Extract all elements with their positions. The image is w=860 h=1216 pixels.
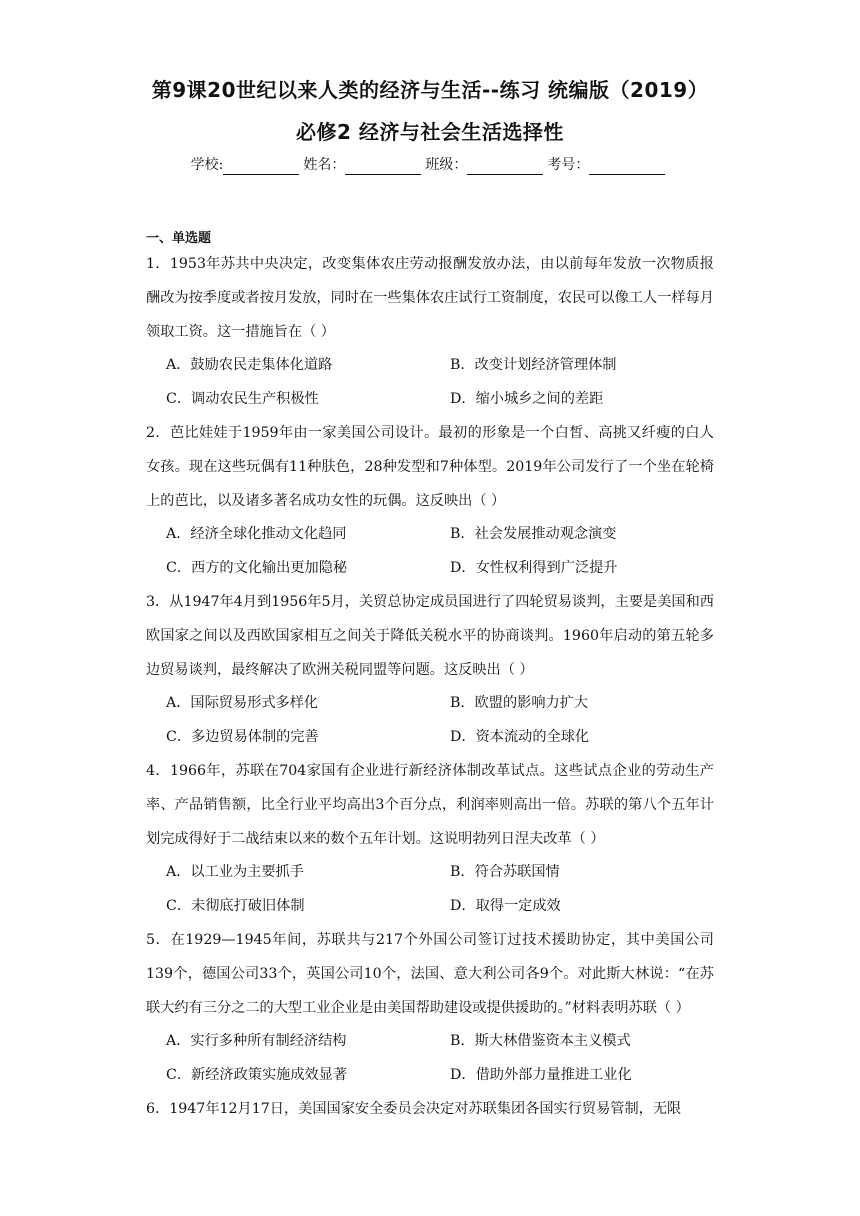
question-stem: 6．1947年12月17日，美国国家安全委员会决定对苏联集团各国实行贸易管制，无限 <box>146 1100 682 1117</box>
exam-number-blank <box>589 159 665 175</box>
question <box>146 924 714 1093</box>
option-b: B．斯大林借鉴资本主义模式 <box>450 1033 631 1050</box>
option-d: D．女性权利得到广泛提升 <box>450 560 618 577</box>
option-d: D．取得一定成效 <box>450 898 561 915</box>
question-stem: 3．从1947年4月到1956年5月，关贸总协定成员国进行了四轮贸易谈判，主要是美国和西欧国家之间以及西欧国家相互之间关于降低关税水平的协商谈判。1960年启动的第五轮多边贸易谈判，最终解决了欧洲关税同盟等问题。这反映出（ ） <box>146 593 714 678</box>
option-c: C．调动农民生产积极性 <box>166 391 319 408</box>
option-row <box>146 383 714 417</box>
option-b: B．改变计划经济管理体制 <box>450 357 617 374</box>
option-b: B．符合苏联国情 <box>450 864 560 881</box>
option-row <box>146 1025 714 1059</box>
option-d: D．缩小城乡之间的差距 <box>450 391 604 408</box>
question-stem: 5．在1929—1945年间，苏联共与217个外国公司签订过技术援助协定，其中美国公司139个，德国公司33个，英国公司10个，法国、意大利公司各9个。对此斯大林说：“在苏联大约有三分之二的大型工业企业是由美国帮助建设或提供援助的。”材料表明苏联（ ） <box>146 931 714 1016</box>
name-label: 姓名： <box>303 157 346 173</box>
option-row <box>146 687 714 721</box>
option-row <box>146 856 714 890</box>
question-stem: 2．芭比娃娃于1959年由一家美国公司设计。最初的形象是一个白皙、高挑又纤瘦的白人女孩。现在这些玩偶有11种肤色，28种发型和7种体型。2019年公司发行了一个坐在轮椅上的芭比，以及诸多著名成功女性的玩偶。这反映出（ ） <box>146 424 714 509</box>
option-row <box>146 349 714 383</box>
option-row <box>146 890 714 924</box>
question <box>146 755 714 924</box>
name-blank <box>345 159 421 175</box>
question <box>146 248 714 417</box>
option-c: C．新经济政策实施成效显著 <box>166 1067 348 1084</box>
option-a: A．实行多种所有制经济结构 <box>166 1033 347 1050</box>
option-b: B．欧盟的影响力扩大 <box>450 695 589 712</box>
option-c: C．多边贸易体制的完善 <box>166 729 319 746</box>
title-line-1: 第9课20世纪以来人类的经济与生活--练习 统编版（2019） <box>151 78 709 102</box>
option-d: D．资本流动的全球化 <box>450 729 590 746</box>
option-row <box>146 518 714 552</box>
option-c: C．西方的文化输出更加隐秘 <box>166 560 348 577</box>
exam-number-label: 考号： <box>547 157 590 173</box>
option-a: A．国际贸易形式多样化 <box>166 695 319 712</box>
question <box>146 1093 714 1127</box>
school-blank <box>223 159 299 175</box>
option-a: A．经济全球化推动文化趋同 <box>166 526 347 543</box>
school-label: 学校: <box>190 157 224 173</box>
student-info-row <box>0 155 860 175</box>
question-list <box>146 248 714 1127</box>
option-a: A．鼓励农民走集体化道路 <box>166 357 333 374</box>
option-b: B．社会发展推动观念演变 <box>450 526 617 543</box>
class-field <box>425 155 547 175</box>
option-row <box>146 552 714 586</box>
question <box>146 586 714 755</box>
question-stem: 1．1953年苏共中央决定，改变集体农庄劳动报酬发放办法，由以前每年发放一次物质报酬改为按季度或者按月发放，同时在一些集体农庄试行工资制度，农民可以像工人一样每月领取工资。这一措施旨在（ ） <box>146 256 714 340</box>
section-title: 一、单选题 <box>146 231 212 246</box>
option-a: A．以工业为主要抓手 <box>166 864 304 881</box>
class-blank <box>467 159 543 175</box>
question-stem: 4．1966年，苏联在704家国有企业进行新经济体制改革试点。这些试点企业的劳动生产率、产品销售额，比全行业平均高出3个百分点，利润率则高出一倍。苏联的第八个五年计划完成得好于二战结束以来的数个五年计划。这说明勃列日涅夫改革（ ） <box>146 762 714 847</box>
school-field <box>191 155 304 175</box>
question <box>146 417 714 586</box>
option-row <box>146 721 714 755</box>
exam-number-field <box>547 155 669 175</box>
class-label: 班级： <box>425 157 468 173</box>
option-c: C．未彻底打破旧体制 <box>166 898 305 915</box>
title-line-2: 必修2 经济与社会生活选择性 <box>296 120 564 144</box>
name-field <box>303 155 425 175</box>
option-d: D．借助外部力量推进工业化 <box>450 1067 632 1084</box>
option-row <box>146 1059 714 1093</box>
